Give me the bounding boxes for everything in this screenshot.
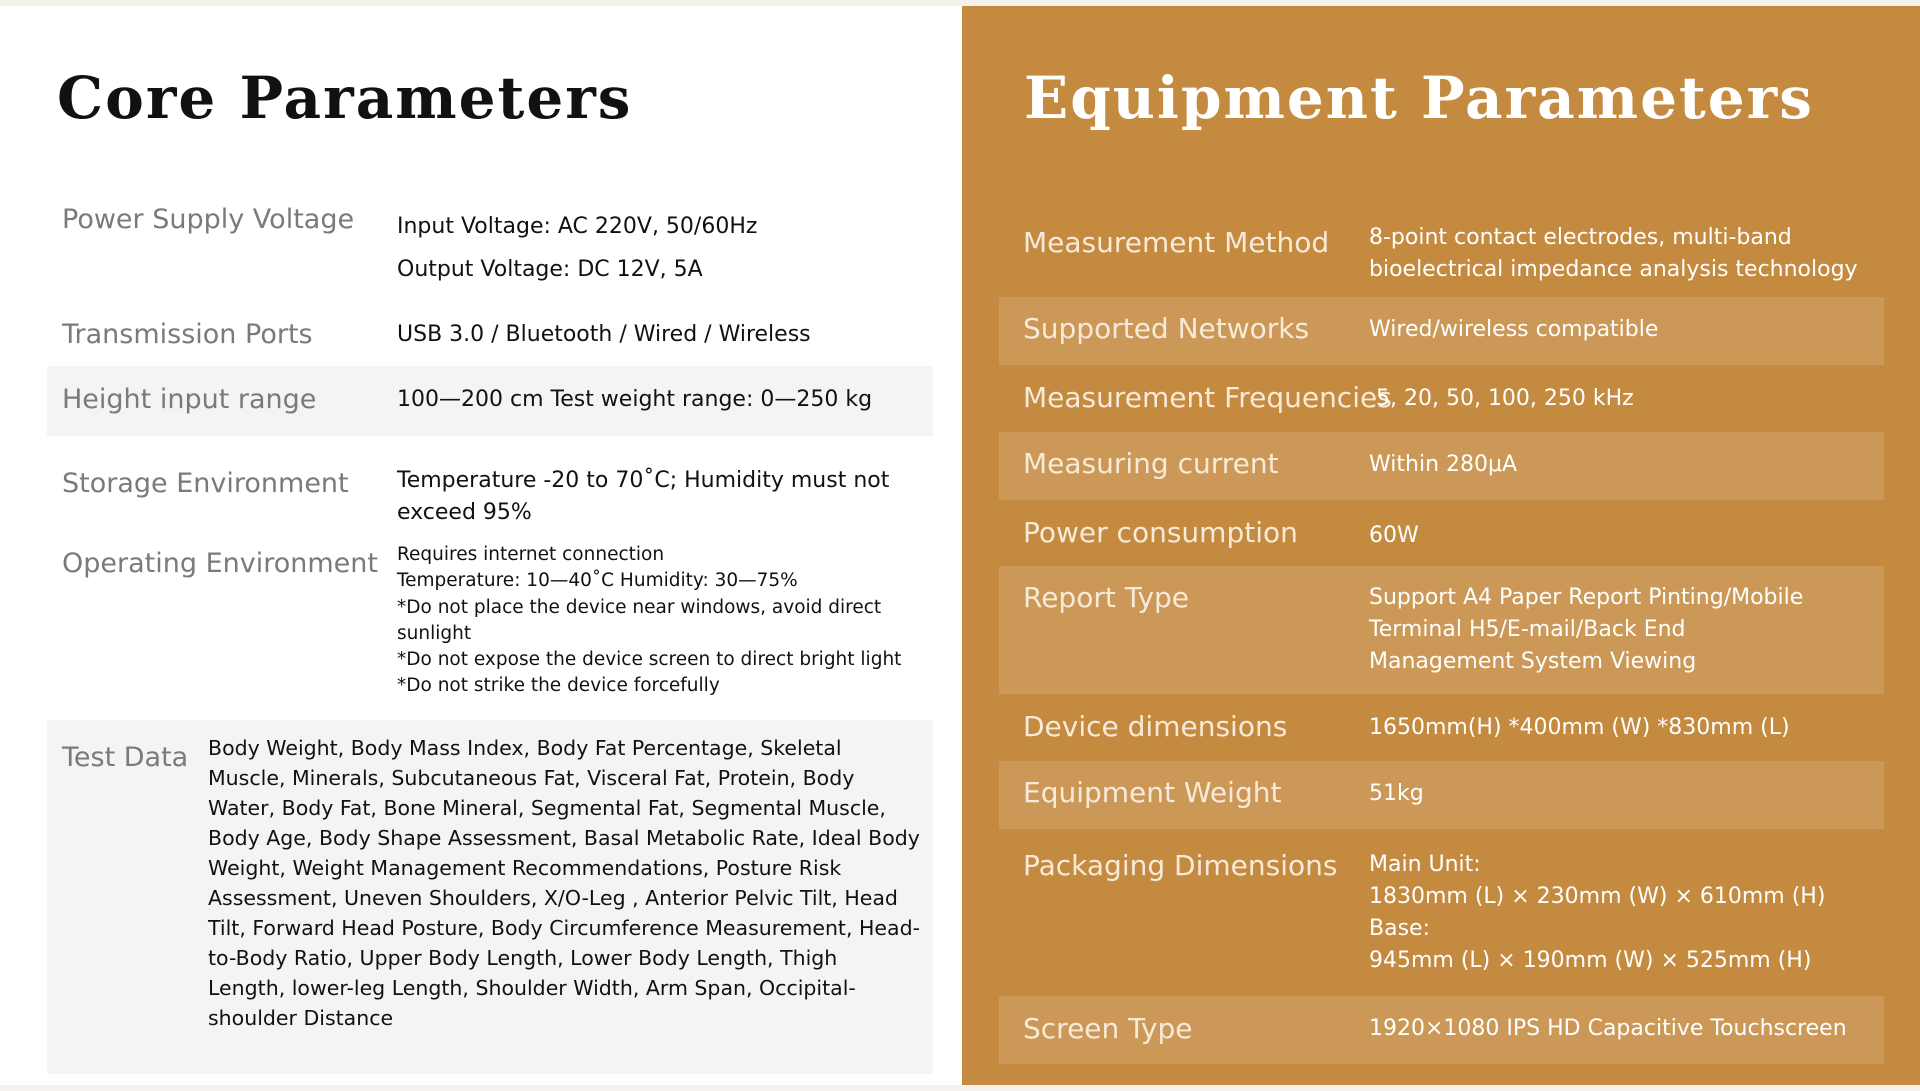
row-test-data: [47, 720, 933, 1074]
equipment-parameters-panel: [962, 6, 1920, 1085]
operating-line: *Do not expose the device screen to direct bright light: [397, 649, 902, 671]
measuring-current-label: Measuring current: [1023, 447, 1279, 480]
test-data-line: Water, Body Fat, Bone Mineral, Segmental Fat, Segmental Muscle,: [208, 796, 886, 820]
operating-line: sunlight: [397, 622, 472, 644]
test-data-value: [208, 733, 928, 1033]
operating-line: *Do not place the device near windows, avoid direct: [397, 596, 882, 618]
screen-type-label: Screen Type: [1023, 1012, 1193, 1045]
row-report-type: [999, 566, 1884, 694]
storage-line: exceed 95%: [397, 500, 532, 525]
test-data-line: Tilt, Forward Head Posture, Body Circumference Measurement, Head-: [208, 916, 921, 940]
device-dimensions-label: Device dimensions: [1023, 710, 1288, 743]
power-consumption-label: Power consumption: [1023, 516, 1298, 549]
report-type-line: Management System Viewing: [1369, 649, 1697, 674]
row-measurement-frequencies: [999, 371, 1884, 431]
transmission-ports-label: Transmission Ports: [62, 319, 313, 350]
packaging-dimensions-label: Packaging Dimensions: [1023, 849, 1338, 882]
equipment-parameters-title: Equipment Parameters: [1024, 64, 1814, 132]
test-data-line: Assessment, Uneven Shoulders, X/O-Leg , Anterior Pelvic Tilt, Head: [208, 886, 898, 910]
operating-line: Temperature: 10—40˚C Humidity: 30—75%: [397, 570, 798, 592]
height-range-label: Height input range: [62, 384, 317, 415]
screen-type-value: 1920×1080 IPS HD Capacitive Touchscreen: [1369, 1016, 1847, 1041]
row-packaging-dimensions: [999, 835, 1884, 985]
test-data-line: Weight, Weight Management Recommendations, Posture Risk: [208, 856, 842, 880]
equipment-weight-value: 51kg: [1369, 781, 1424, 806]
row-measuring-current: [999, 432, 1884, 500]
storage-environment-label: Storage Environment: [62, 468, 349, 499]
row-power-consumption: [999, 506, 1884, 566]
power-supply-value: [397, 205, 757, 291]
supported-networks-value: Wired/wireless compatible: [1369, 317, 1659, 342]
packaging-line: 1830mm (L) × 230mm (W) × 610mm (H): [1369, 884, 1826, 909]
operating-line: Requires internet connection: [397, 544, 665, 565]
report-type-label: Report Type: [1023, 581, 1190, 614]
core-parameters-panel: [0, 6, 962, 1085]
power-consumption-value: 60W: [1369, 523, 1419, 548]
row-power-supply-voltage: [47, 196, 933, 286]
measurement-frequencies-label: Measurement Frequencies: [1023, 381, 1392, 414]
power-supply-label: Power Supply Voltage: [62, 204, 355, 235]
row-screen-type: [999, 996, 1884, 1064]
core-parameters-title: Core Parameters: [57, 64, 633, 132]
measurement-method-line: bioelectrical impedance analysis technology: [1369, 257, 1858, 282]
row-operating-environment: [47, 536, 933, 711]
power-input-line: Input Voltage: AC 220V, 50/60Hz: [397, 214, 758, 239]
storage-line: Temperature -20 to 70˚C; Humidity must not: [397, 468, 890, 493]
spec-page: [0, 6, 1920, 1085]
storage-environment-value: [397, 465, 889, 529]
test-data-line: to-Body Ratio, Upper Body Length, Lower Body Length, Thigh: [208, 946, 838, 970]
measurement-frequencies-value: 5, 20, 50, 100, 250 kHz: [1369, 386, 1634, 411]
test-data-line: shoulder Distance: [208, 1006, 394, 1030]
row-equipment-weight: [999, 761, 1884, 829]
operating-environment-label: Operating Environment: [62, 548, 378, 579]
row-transmission-ports: [47, 311, 933, 361]
device-dimensions-value: 1650mm(H) *400mm (W) *830mm (L): [1369, 715, 1790, 740]
report-type-line: Support A4 Paper Report Pinting/Mobile: [1369, 585, 1804, 610]
test-data-label: Test Data: [62, 742, 189, 773]
report-type-value: [1369, 582, 1803, 678]
row-supported-networks: [999, 297, 1884, 365]
row-device-dimensions: [999, 700, 1884, 760]
transmission-ports-value: USB 3.0 / Bluetooth / Wired / Wireless: [397, 322, 811, 347]
row-storage-environment: [47, 456, 933, 531]
power-output-line: Output Voltage: DC 12V, 5A: [397, 257, 703, 282]
test-data-line: Body Weight, Body Mass Index, Body Fat Percentage, Skeletal: [208, 736, 842, 760]
measurement-method-label: Measurement Method: [1023, 226, 1330, 259]
test-data-line: Body Age, Body Shape Assessment, Basal Metabolic Rate, Ideal Body: [208, 826, 920, 850]
equipment-weight-label: Equipment Weight: [1023, 776, 1282, 809]
measurement-method-line: 8-point contact electrodes, multi-band: [1369, 225, 1792, 250]
report-type-line: Terminal H5/E-mail/Back End: [1369, 617, 1686, 642]
test-data-line: Length, lower-leg Length, Shoulder Width, Arm Span, Occipital-: [208, 976, 856, 1000]
test-data-line: Muscle, Minerals, Subcutaneous Fat, Visceral Fat, Protein, Body: [208, 766, 855, 790]
supported-networks-label: Supported Networks: [1023, 312, 1310, 345]
row-height-input-range: [47, 366, 933, 436]
row-measurement-method: [999, 212, 1884, 292]
measurement-method-value: [1369, 222, 1858, 286]
packaging-dimensions-value: [1369, 849, 1825, 977]
measuring-current-value: Within 280μA: [1369, 452, 1518, 477]
packaging-line: 945mm (L) × 190mm (W) × 525mm (H): [1369, 948, 1812, 973]
operating-environment-value: [397, 542, 901, 700]
packaging-line: Base:: [1369, 916, 1430, 941]
height-range-value: 100—200 cm Test weight range: 0—250 kg: [397, 387, 873, 412]
operating-line: *Do not strike the device forcefully: [397, 675, 720, 697]
packaging-line: Main Unit:: [1369, 852, 1481, 877]
